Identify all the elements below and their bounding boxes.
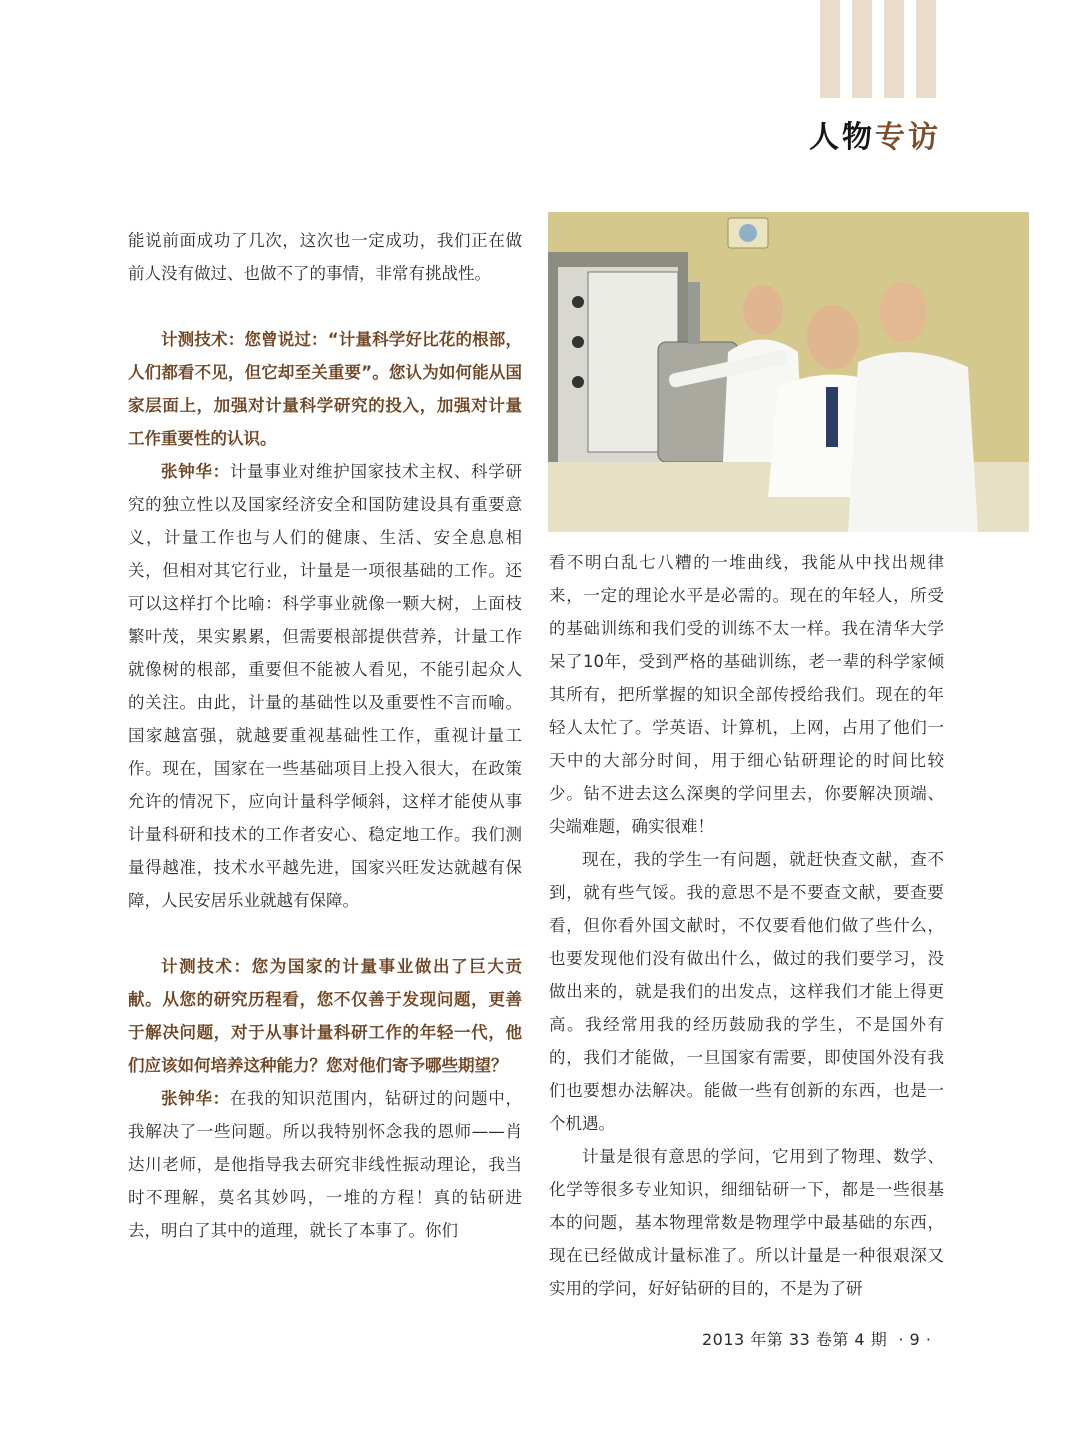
paragraph: 现在，我的学生一有问题，就赶快查文献，查不到，就有些气馁。我的意思不是不要查文献，要查要看，但你看外国文献时，不仅要看他们做了些什么，也要发现他们没有做出什么，做过的我们要学习，没做出来的，就是我们的出发点，这样我们才能上得更高。我经常用我的经历鼓励我的学生，不是国外有的，我们才能做，一旦国家有需要，即使国外没有我们也要想办法解决。能做一些有创新的东西，也是一个机遇。 [549,850,944,1133]
section-title [809,112,941,156]
left-column [128,224,522,1247]
section-title-part1: 人物 [809,120,875,155]
answer-2-text: 在我的知识范围内，钻研过的问题中，我解决了一些问题。所以我特别怀念我的恩师——肖达川老师，是他指导我去研究非线性振动理论，我当时不理解，莫名其妙吗，一堆的方程！真的钻研进去，明白了其中的道理，就长了本事了。你们 [128,1089,523,1240]
speaker-label: 张钟华： [161,462,230,481]
answer-1-text: 计量事业对维护国家技术主权、科学研究的独立性以及国家经济安全和国防建设具有重要意义，计量工作也与人们的健康、生活、安全息息相关，但相对其它行业，计量是一项很基础的工作。还可以这样打个比喻：科学事业就像一颗大树，上面枝繁叶茂，果实累累，但需要根部提供营养，计量工作就像树的根部，重要但不能被人看见，不能引起众人的关注。由此，计量的基础性以及重要性不言而喻。国家越富强，就越要重视基础性工作，重视计量工作。现在，国家在一些基础项目上投入很大，在政策允许的情况下，应向计量科学倾斜，这样才能使从事计量科研和技术的工作者安心、稳定地工作。我们测量得越准，技术水平越先进，国家兴旺发达就越有保障，人民安居乐业就越有保障。 [128,462,523,910]
header-tab-bar [916,0,936,98]
paragraph: 看不明白乱七八糟的一堆曲线，我能从中找出规律来，一定的理论水平是必需的。现在的年轻人，所受的基础训练和我们受的训练不太一样。我在清华大学呆了10年，受到严格的基础训练，老一辈的科学家倾其所有，把所掌握的知识全部传授给我们。现在的年轻人太忙了。学英语、计算机，上网，占用了他们一天中的大部分时间，用于细心钻研理论的时间比较少。钻不进去这么深奥的学问里去，你要解决顶端、尖端难题，确实很难！ [549,553,944,836]
issue-info: 2013 年第 33 卷第 4 期 [702,1330,888,1349]
header-tab-bar [820,0,840,98]
section-title-part2: 专访 [875,120,941,155]
lab-photo [548,212,1029,532]
header-tab-bar [852,0,872,98]
paragraph: 计量是很有意思的学问，它用到了物理、数学、化学等很多专业知识，细细钻研一下，都是一些很基本的问题，基本物理常数是物理学中最基础的东西，现在已经做成计量标准了。所以计量是一种很艰深又实用的学问，好好钻研的目的，不是为了研 [549,1147,944,1298]
question-1: 计测技术：您曾说过：“计量科学好比花的根部，人们都看不见，但它却至关重要”。您认为如何能从国家层面上，加强对计量科学研究的投入，加强对计量工作重要性的认识。 [128,330,522,448]
paragraph: 能说前面成功了几次，这次也一定成功，我们正在做前人没有做过、也做不了的事情，非常有挑战性。 [128,231,522,283]
page-footer [702,1327,931,1350]
question-2: 计测技术：您为国家的计量事业做出了巨大贡献。从您的研究历程看，您不仅善于发现问题，更善于解决问题，对于从事计量科研工作的年轻一代，他们应该如何培养这种能力？您对他们寄予哪些期望？ [128,957,522,1075]
answer-2 [128,1082,522,1247]
answer-1 [128,455,522,917]
page-number: · 9 · [898,1330,932,1349]
speaker-label: 张钟华： [161,1089,230,1108]
lab-photo-drawing [548,212,1029,532]
right-column [549,546,944,1305]
header-tab-bar [884,0,904,98]
